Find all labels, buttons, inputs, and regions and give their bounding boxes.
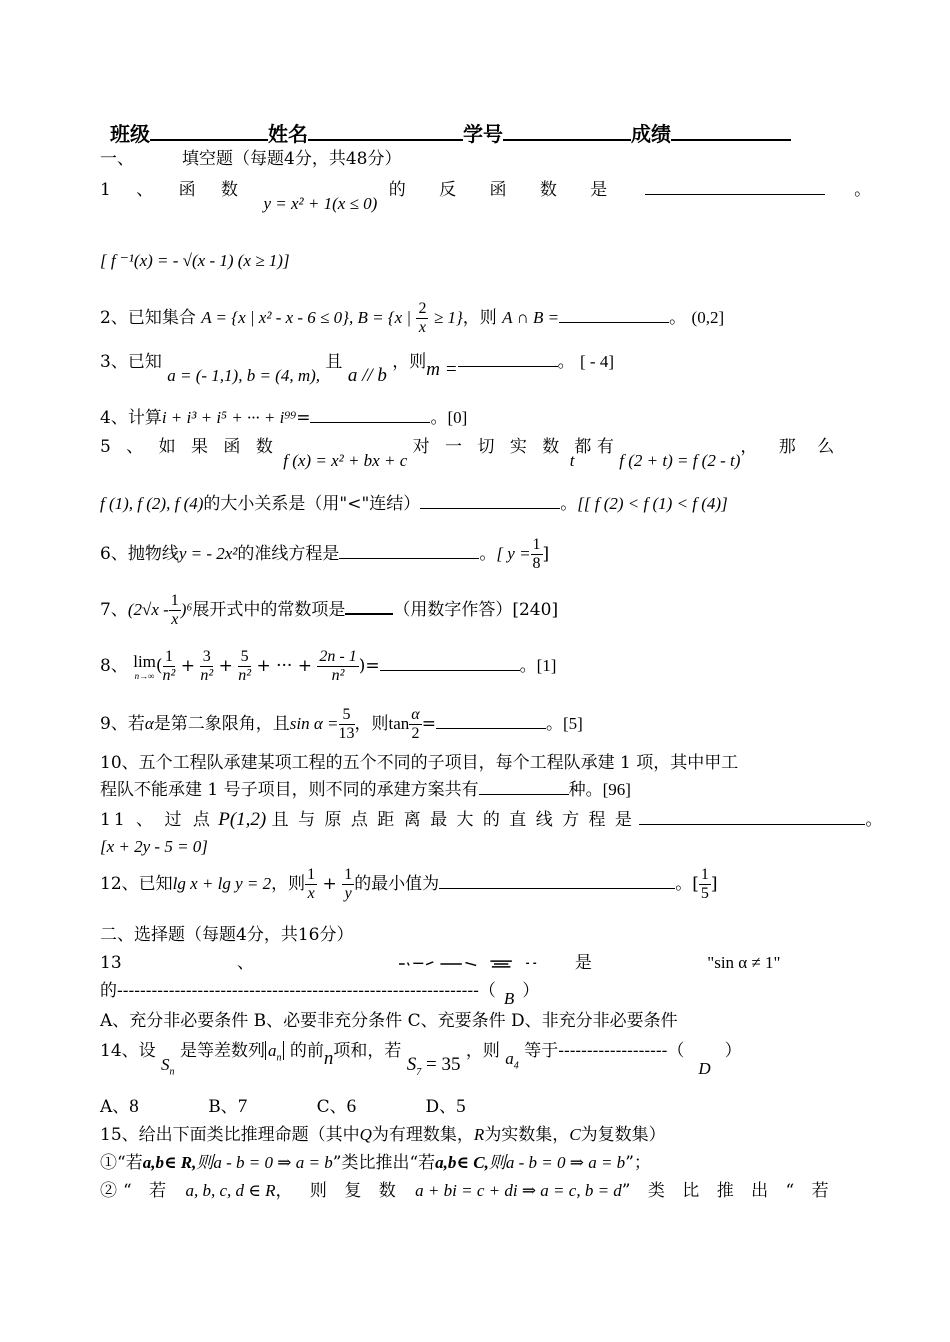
question-15 — [100, 1124, 830, 1146]
q14-close: ） — [724, 1041, 742, 1061]
q2-fraction: $\frac{2}{x}$ — [418, 300, 427, 336]
q9-mid3: = — [421, 714, 436, 734]
question-1 — [100, 178, 872, 213]
q15b-f1: a, b, c, d ∈ R — [185, 1181, 276, 1200]
q10-end: 种。 — [568, 780, 603, 800]
q14-mid2: 的前 — [289, 1041, 324, 1061]
q15a-f3: a,b∈ C, — [435, 1153, 489, 1172]
q12-mid2: 的最小值为 — [354, 874, 440, 894]
q3-mid2: ，则 — [392, 352, 427, 372]
q11-answer-blank[interactable] — [639, 808, 865, 825]
q5b-formula: f (1), f (2), f (4) — [100, 494, 204, 513]
q2-formula3: A ∩ B = — [502, 308, 560, 327]
q14-text: 14、设 — [100, 1041, 156, 1061]
question-4 — [100, 406, 830, 429]
q10-answer-blank[interactable] — [479, 778, 569, 795]
q12-answer-fraction: $\frac{1}{5}$ — [700, 866, 709, 902]
question-10: 10、五个工程队承建某项工程的五个不同的子项目，每个工程队承建 1 项，其中甲工 — [100, 753, 739, 773]
q3-text: 3、已知 — [100, 352, 162, 372]
q14-sn: $S_n$ — [161, 1055, 175, 1078]
q14-mid4: ，则 — [465, 1041, 500, 1061]
q9-fraction: $\frac{5}{13}$ — [338, 706, 355, 742]
q8-answer: [1] — [536, 656, 557, 675]
q7-answer-blank[interactable] — [345, 597, 393, 615]
name-blank[interactable] — [308, 119, 463, 141]
question-6 — [100, 536, 830, 573]
q5b-answer: [[ f (2) < f (1) < f (4)] — [577, 494, 728, 513]
q15-mid2: 为实数集， — [484, 1125, 570, 1145]
q12-fraction1: $\frac{1}{x}$ — [307, 866, 316, 902]
q12-answer-blank[interactable] — [439, 872, 675, 889]
q8-term2: $\frac{3}{\text{n²}}$ — [200, 648, 214, 684]
q14-end: 等于-------------------（ — [524, 1041, 685, 1061]
q5-formula: f (x) = x² + bx + c — [283, 451, 408, 470]
q11-formula: P(1,2) — [218, 809, 267, 830]
q9-text: 9、若 — [100, 714, 145, 734]
q2-formula: A = {x | x² - x - 6 ≤ 0}, B = {x | — [201, 308, 412, 327]
question-5 — [100, 436, 843, 470]
question-3 — [100, 350, 830, 386]
q15a-end: ”； — [625, 1153, 651, 1173]
q1-formula: y = x² + 1(x ≤ 0) — [263, 194, 378, 213]
q5-end: ， 那 么 — [740, 437, 843, 457]
q15a-f1: a,b∈ R, — [142, 1153, 197, 1172]
q12-text: 12、已知 — [100, 874, 173, 894]
q11-mid: 且 与 原 点 距 离 最 大 的 直 线 方 程 是 — [271, 810, 634, 830]
section2-title: 二、选择题（每题4分，共16分） — [100, 925, 354, 945]
q12-answer-post: ] — [710, 874, 718, 894]
q6-mid: 的准线方程是 — [237, 544, 340, 564]
q15b-end: ” 类 比 推 出 “ 若 — [621, 1181, 835, 1201]
q11-answer: [x + 2y - 5 = 0] — [100, 837, 208, 856]
q5b-end: 。 — [560, 494, 578, 514]
q8-term3: $\frac{5}{\text{n²}}$ — [238, 648, 252, 684]
q14-a4: $a_4$ — [505, 1049, 519, 1072]
q13-is: 是 — [574, 953, 592, 973]
q2-mid: ，则 — [462, 308, 497, 328]
q15a-f4: 则a - b = 0 ⇒ a = b — [488, 1153, 626, 1172]
q15-end: 为复数集） — [580, 1125, 666, 1145]
q15a-mid: ”类比推出“若 — [332, 1153, 436, 1173]
q9-answer: [5] — [562, 714, 583, 733]
student-info-header — [110, 118, 791, 147]
q13-answer: B — [503, 989, 515, 1008]
q5-mid2: 都 有 — [574, 437, 614, 457]
q7-text: 7、 — [100, 600, 128, 620]
q11-end: 。 — [865, 810, 883, 830]
question-9 — [100, 706, 830, 743]
q4-answer: [0] — [447, 408, 468, 427]
q4-mid: = — [296, 408, 311, 428]
question-10-line2 — [100, 778, 830, 801]
q5-mid: 对 一 切 实 数 — [412, 437, 565, 457]
question-7 — [100, 592, 830, 629]
q7-fraction: $\frac{1}{x}$ — [170, 592, 179, 628]
q2-end: 。 — [669, 308, 687, 328]
q3-mid: 且 — [325, 352, 343, 372]
score-label: 成绩 — [631, 122, 671, 146]
q13-garbled-formula — [369, 959, 569, 969]
q15a-f2: 则a - b = 0 ⇒ a = b — [196, 1153, 333, 1172]
q12-mid: ，则 — [271, 874, 306, 894]
q2-formula2: ≥ 1} — [433, 308, 463, 327]
q5-text: 5 、 如 果 函 数 — [100, 437, 278, 457]
q8-limit: lim n→∞ — [133, 651, 156, 681]
q6-answer-pre: [ y = — [496, 544, 531, 563]
q8-end: 。 — [519, 656, 537, 676]
q8-term4: $\frac{2n - 1}{\text{n²}}$ — [319, 648, 357, 684]
q15b-text: ②“ 若 — [100, 1181, 173, 1201]
q14-s7: $S_7 = 35$ — [406, 1054, 461, 1078]
q14-option-d: D、 — [425, 1097, 457, 1117]
question-13-line2 — [100, 980, 830, 1008]
question-11 — [100, 808, 883, 831]
q6-answer-post: ] — [542, 544, 550, 564]
q6-text: 6、抛物线 — [100, 544, 179, 564]
question-13 — [100, 952, 830, 974]
id-label: 学号 — [463, 122, 503, 146]
q6-answer-blank[interactable] — [339, 542, 479, 559]
q6-formula: y = - 2x² — [178, 544, 238, 563]
q8-text: 8、 — [100, 656, 128, 676]
q11-text: 11 、 过 点 — [100, 810, 213, 830]
q4-answer-blank[interactable] — [310, 406, 430, 423]
q7-formula: (2√x - — [127, 600, 169, 619]
q15-c: C — [569, 1125, 581, 1144]
q15-text: 15、给出下面类比推理命题（其中 — [100, 1125, 360, 1145]
q2-text: 2、已知集合 — [100, 308, 196, 328]
name-label: 姓名 — [268, 122, 308, 146]
q8-mid: = — [365, 656, 380, 676]
q15b-mid: ， 则 复 数 — [275, 1181, 402, 1201]
q14-option-c: C、 — [316, 1097, 347, 1117]
q14-mid3: 项和，若 — [333, 1041, 402, 1061]
q14-answer: D — [698, 1059, 711, 1078]
q10-line2: 程队不能承建 1 号子项目，则不同的承建方案共有 — [100, 780, 479, 800]
q2-answer: (0,2] — [691, 308, 725, 327]
q14-mid: 是等差数列 — [179, 1041, 265, 1061]
q13-line2: 的---------------------------------------------------------------（ — [100, 981, 496, 1001]
q10-answer: [96] — [602, 780, 631, 799]
q1-answer: [ f ⁻¹(x) = - √(x - 1) (x ≥ 1)] — [100, 251, 290, 270]
q15-q: Q — [359, 1125, 372, 1144]
id-blank[interactable] — [503, 119, 631, 141]
q15-r: R — [473, 1125, 485, 1144]
q9-end: 。 — [545, 714, 563, 734]
q12-formula: lg x + lg y = 2 — [172, 874, 272, 893]
q5b-text: 的大小关系是（用"<"连结） — [203, 494, 421, 514]
section1-title — [100, 148, 830, 170]
q8-term1: $\frac{1}{\text{n²}}$ — [162, 648, 176, 684]
class-label: 班级 — [110, 122, 150, 146]
q13-close: ） — [522, 981, 540, 1001]
q5-var: t — [569, 451, 575, 470]
q9-var: α — [144, 714, 154, 733]
q9-fraction2: $\frac{\alpha}{2}$ — [411, 706, 420, 742]
score-blank[interactable] — [671, 119, 791, 141]
q9-mid2: ，则 — [354, 714, 389, 734]
q8-answer-blank[interactable] — [380, 654, 520, 671]
q3-formula3: m = — [426, 359, 458, 380]
q3-answer-blank[interactable] — [458, 350, 558, 367]
q5-answer-blank[interactable] — [420, 492, 560, 509]
q6-end: 。 — [479, 544, 497, 564]
class-blank[interactable] — [150, 119, 268, 141]
question-5-line2 — [100, 492, 830, 515]
q1-mid: 的 反 函 数 是 — [388, 180, 622, 200]
q4-text: 4、计算 — [100, 408, 162, 428]
q9-mid: 是第二象限角，且 — [153, 714, 290, 734]
q4-end: 。 — [430, 408, 448, 428]
q14-an: $a_n$ — [265, 1041, 285, 1060]
q14-option-a: A、 — [100, 1097, 130, 1117]
q9-formula2: tan — [388, 714, 410, 733]
q14-option-b: B、 — [208, 1097, 238, 1117]
q12-answer-pre: [ — [692, 874, 699, 894]
q7-end: （用数字作答）[240] — [393, 600, 559, 620]
q3-answer: [ - 4] — [580, 352, 614, 371]
question-15-item1 — [100, 1152, 830, 1174]
question-12: 12、已知lg x + lg y = 2，则 $\frac{1}{x}$ + $\frac{1}{y}$ 的最小值为 。[ $\frac{1}{5}$ ] — [100, 866, 718, 902]
q13-num: 13 — [100, 953, 122, 973]
q9-answer-blank[interactable] — [436, 712, 546, 729]
q6-fraction: $\frac{1}{8}$ — [532, 536, 541, 572]
q3-formula: a = (- 1,1), b = (4, m), — [167, 366, 321, 385]
question-15-item2 — [100, 1180, 835, 1202]
q7-mid: 展开式中的常数项是 — [192, 600, 346, 620]
q3-end: 。 — [557, 352, 575, 372]
q15b-f2: a + bi = c + di ⇒ a = c, b = d — [415, 1181, 622, 1200]
q7-formula2: )⁶ — [180, 600, 193, 619]
q2-answer-blank[interactable] — [559, 306, 669, 323]
q1-end: 。 — [854, 180, 872, 200]
question-2 — [100, 300, 830, 337]
q3-formula2: a // b — [347, 365, 387, 386]
question-8: 8、 lim n→∞ ( $\frac{1}{\text{n²}}$ + $\frac{3}{\text{n²}}$ + $\frac{5}{\text{n²}}$ + ··· + $\frac{2n - 1}{\text{n²}}$ )= 。[1] — [100, 648, 557, 684]
q15a-text: ①“若 — [100, 1153, 143, 1173]
q9-formula: sin α = — [289, 714, 339, 733]
q13-options: A、充分非必要条件 B、必要非充分条件 C、充要条件 D、非充分非必要条件 — [100, 1011, 678, 1031]
section1-num: 一、 — [100, 149, 134, 169]
q15-mid: 为有理数集， — [371, 1125, 474, 1145]
q4-formula: i + i³ + i⁵ + ··· + i⁹⁹ — [161, 408, 297, 427]
q5-formula2: f (2 + t) = f (2 - t) — [619, 451, 741, 470]
question-14 — [100, 1040, 830, 1078]
q12-fraction2: $\frac{1}{y}$ — [344, 866, 353, 902]
q14-n: n — [323, 1048, 334, 1069]
q13-sep: 、 — [237, 953, 255, 973]
q13-formula: "sin α ≠ 1" — [707, 953, 781, 972]
q1-answer-blank[interactable] — [645, 178, 825, 195]
section1-text: 填空题（每题4分，共48分） — [182, 149, 402, 169]
q12-end: 。 — [675, 874, 693, 894]
q1-text: 1 、 函 数 — [100, 180, 249, 200]
q14-options: A、8 B、7 C、6 D、5 — [100, 1096, 466, 1117]
